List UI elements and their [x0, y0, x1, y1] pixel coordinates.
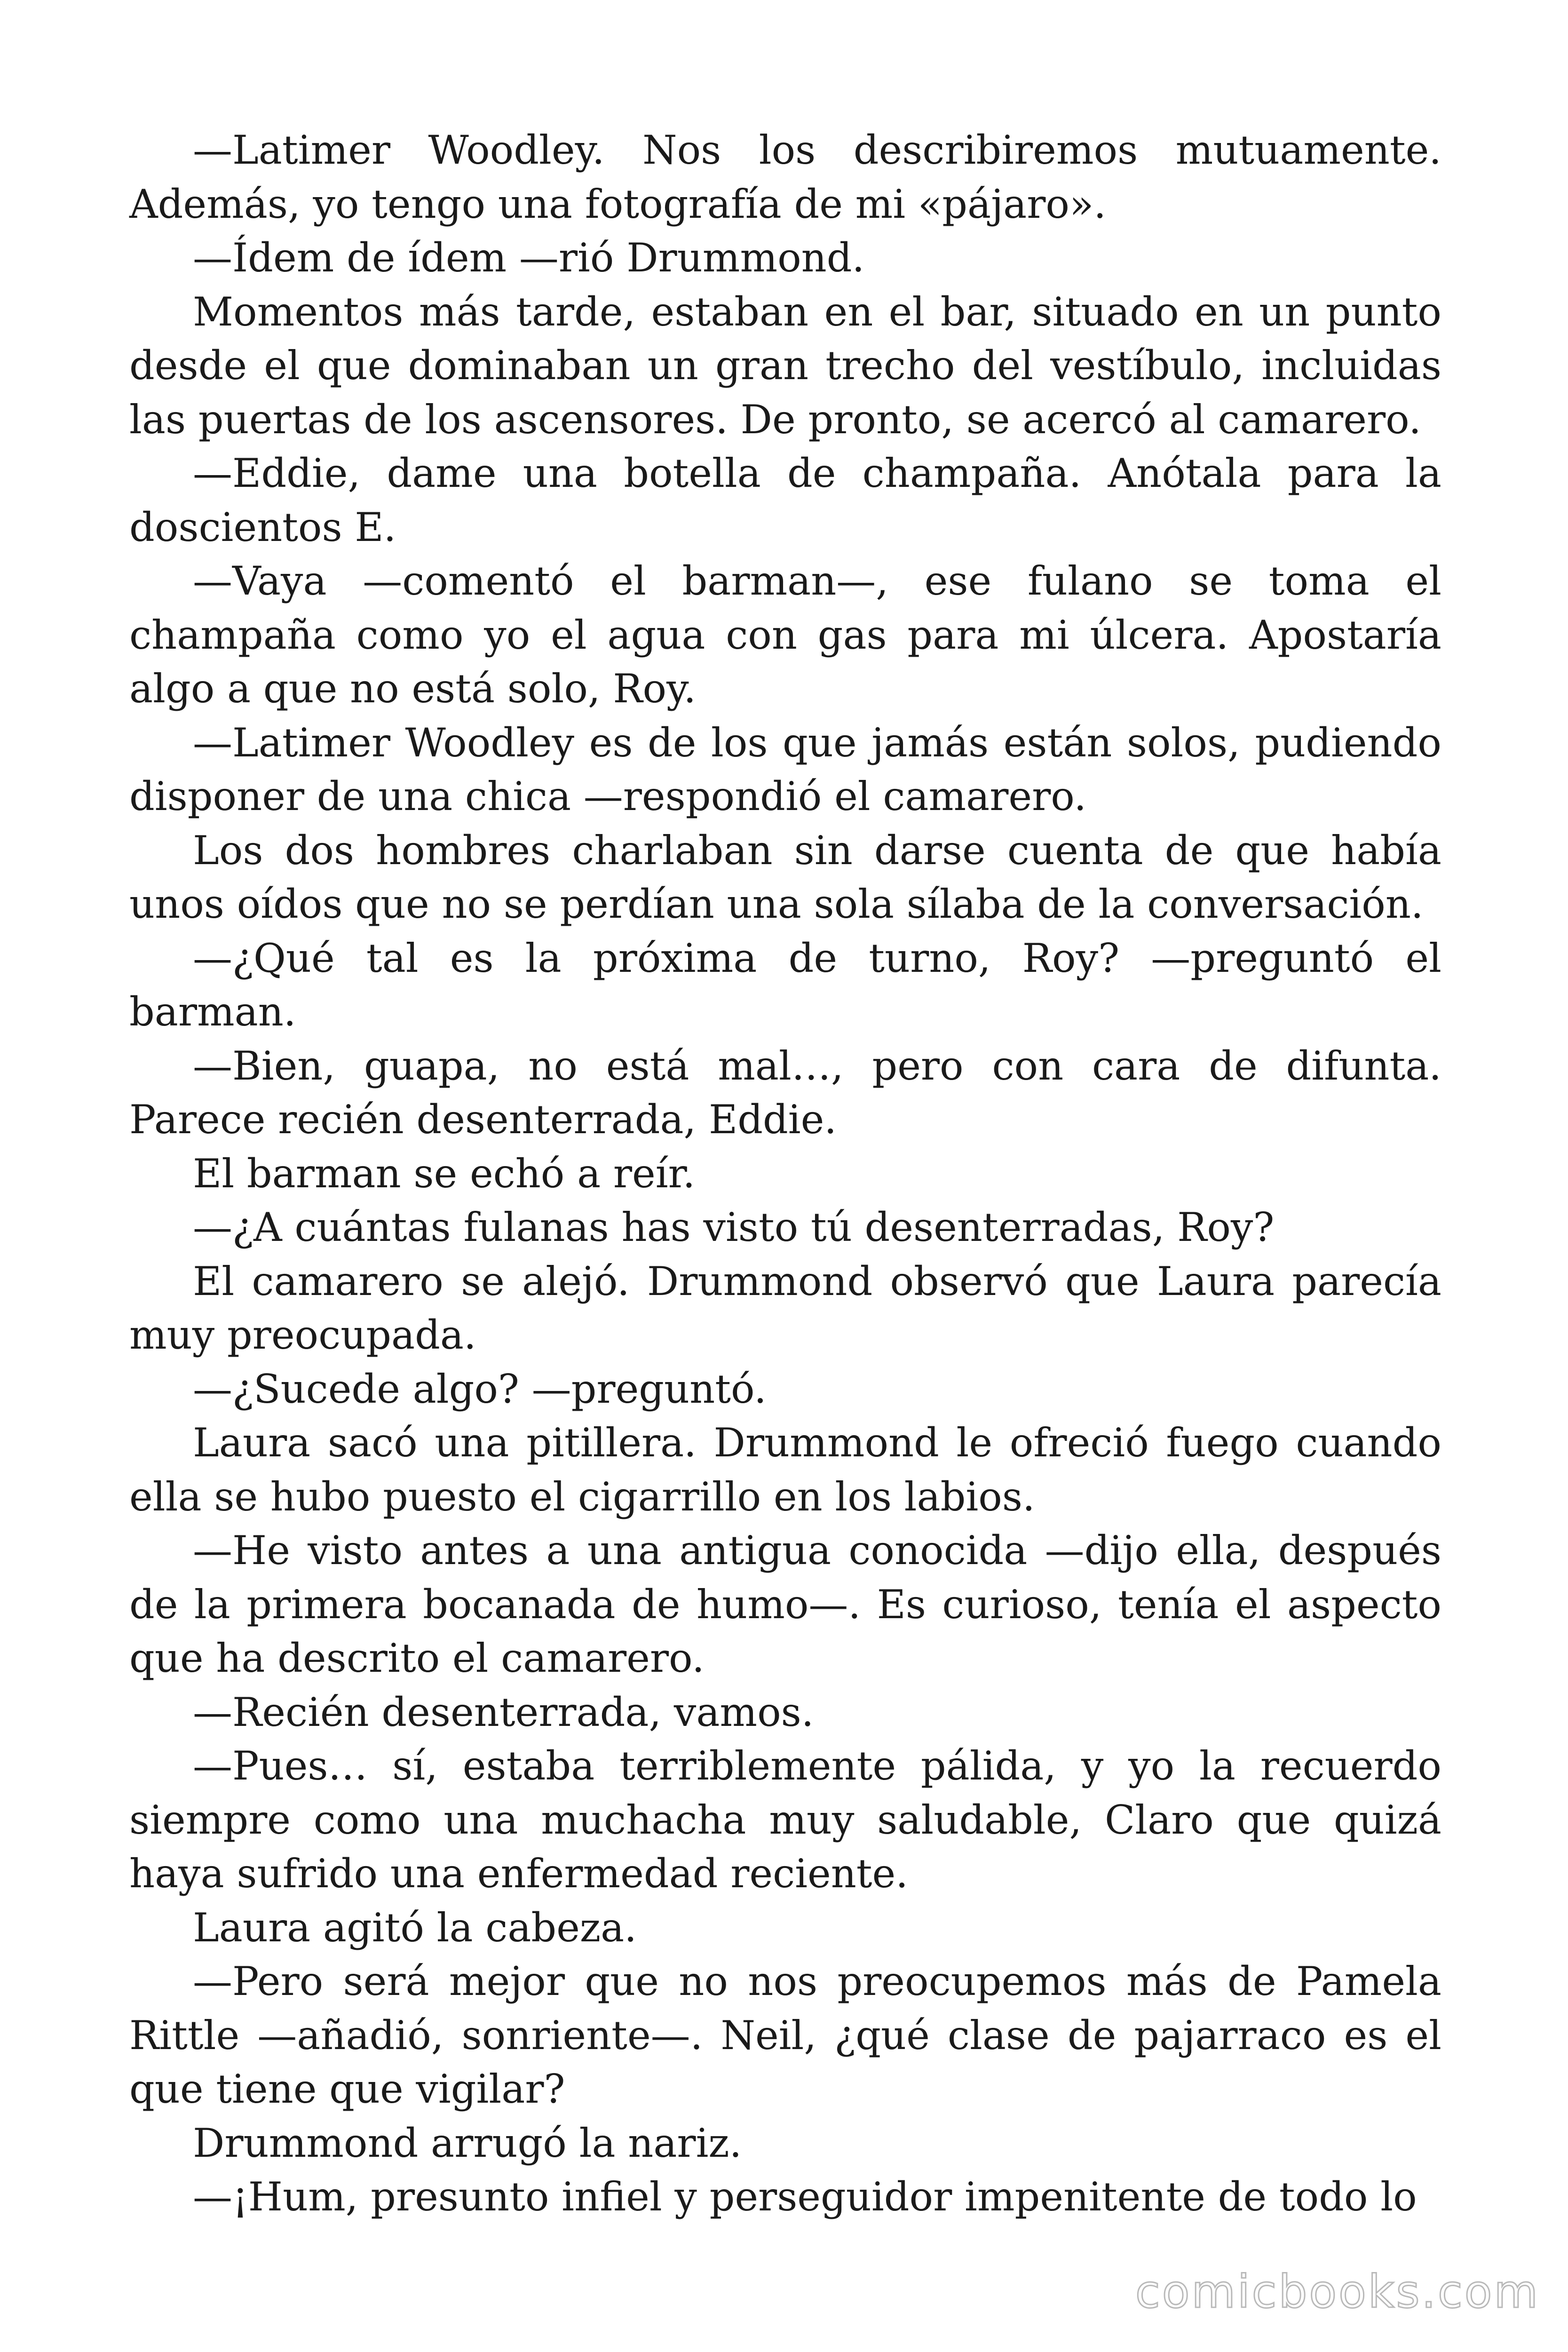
paragraph: —Pero será mejor que no nos preocupemos más de Pamela Rittle —añadió, sonriente—. Neil, ¿qué clase de pajarraco es el que tiene que vigilar? — [129, 1958, 1441, 2112]
paragraph: —Vaya —comentó el barman—, ese fulano se toma el champaña como yo el agua con gas para mi úlcera. Apostaría algo a que no está solo, Roy. — [129, 558, 1441, 712]
paragraph: —Latimer Woodley es de los que jamás están solos, pudiendo disponer de una chica —respondió el camarero. — [129, 719, 1441, 819]
paragraph: —¿A cuántas fulanas has visto tú desenterradas, Roy? — [193, 1204, 1275, 1250]
paragraph: El camarero se alejó. Drummond observó que Laura parecía muy preocupada. — [129, 1258, 1441, 1358]
paragraph: —Latimer Woodley. Nos los describiremos mutuamente. Además, yo tengo una fotografía de mi «pájaro». — [129, 127, 1441, 227]
paragraph: —¿Sucede algo? —preguntó. — [193, 1366, 767, 1412]
paragraph: —Eddie, dame una botella de champaña. Anótala para la doscientos E. — [129, 450, 1441, 550]
paragraph: —Pues… sí, estaba terriblemente pálida, y yo la recuerdo siempre como una muchacha muy saludable, Claro que quizá haya sufrido una enfermedad reciente. — [129, 1743, 1441, 1897]
paragraph: —Ídem de ídem —rió Drummond. — [193, 235, 865, 281]
paragraph: —¿Qué tal es la próxima de turno, Roy? —preguntó el barman. — [129, 935, 1441, 1035]
body-text — [129, 123, 1441, 2224]
paragraph: Momentos más tarde, estaban en el bar, situado en un punto desde el que dominaban un gran trecho del vestíbulo, incluidas las puertas de los ascensores. De pronto, se acercó al camarero. — [129, 288, 1441, 443]
paragraph: Laura agitó la cabeza. — [193, 1904, 637, 1951]
paragraph: —¡Hum, presunto infiel y perseguidor impenitente de todo lo — [193, 2174, 1417, 2220]
paragraph: —He visto antes a una antigua conocida —dijo ella, después de la primera bocanada de humo—. Es curioso, tenía el aspecto que ha descrito el camarero. — [129, 1527, 1441, 1681]
paragraph: —Bien, guapa, no está mal…, pero con cara de difunta. Parece recién desenterrada, Eddie. — [129, 1042, 1441, 1143]
paragraph: Laura sacó una pitillera. Drummond le ofreció fuego cuando ella se hubo puesto el cigarrillo en los labios. — [129, 1420, 1441, 1520]
paragraph: —Recién desenterrada, vamos. — [193, 1689, 814, 1735]
paragraph: Los dos hombres charlaban sin darse cuenta de que había unos oídos que no se perdían una sola sílaba de la conversación. — [129, 827, 1441, 927]
paragraph: El barman se echó a reír. — [193, 1150, 696, 1197]
watermark: comicbooks.com — [1135, 2265, 1540, 2318]
paragraph: Drummond arrugó la nariz. — [193, 2120, 742, 2166]
